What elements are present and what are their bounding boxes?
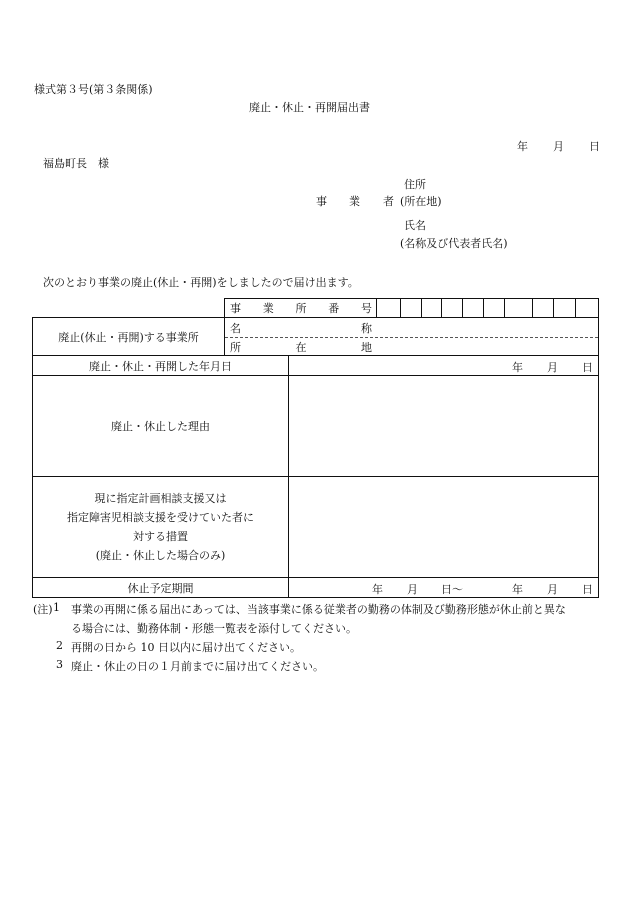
applicant-label-2: 業 [349,195,360,208]
office-location-label [230,338,372,355]
char: 在 [295,340,307,354]
submission-date-day: 日 [589,140,600,153]
char: 名 [230,321,241,335]
table-border [376,298,377,317]
note-line: る場合には、勤務体制・形態一覧表を添付してください。 [71,622,357,635]
period-start-day: 日〜 [441,583,463,596]
note-line: 廃止・休止の日の１月前までに届け出てください。 [71,660,324,673]
note-line: 再開の日から 10 日以内に届け出てください。 [71,641,301,654]
note-line: 事業の再開に係る届出にあっては、当該事業に係る従業者の勤務の体制及び勤務形態が休止前と異な [71,603,566,616]
office-label: 廃止(休止・再開)する事業所 [58,330,199,344]
submission-date-year: 年 [517,140,528,153]
address-sub-label: (所在地) [400,195,442,208]
period-label: 休止予定期間 [127,581,194,595]
office-number-label [230,299,372,316]
table-border [288,355,289,598]
note-number: 1 [53,601,60,614]
reason-label: 廃止・休止した理由 [111,420,210,433]
period-end-day: 日 [582,583,593,596]
intro-text: 次のとおり事業の廃止(休止・再開)をしましたので届け出ます。 [43,276,359,289]
table-border [504,298,505,317]
note-number: 2 [56,639,63,652]
document-title: 廃止・休止・再開届出書 [249,101,370,114]
table-border [483,298,484,317]
name-label: 氏名 [404,219,426,232]
table-border [400,298,401,317]
date-row-month: 月 [547,361,558,374]
table-border [553,298,554,317]
char: 称 [361,321,372,335]
table-border [598,298,599,598]
office-name-label [230,318,372,337]
notes-prefix: (注) [33,603,53,616]
form-reference: 様式第３号(第３条関係) [34,83,153,96]
char: 事 [230,301,241,315]
measures-line: 指定障害児相談支援を受けていた者に [67,511,254,524]
table-border [224,298,225,355]
addressee: 福島町長 様 [43,157,109,170]
measures-line: (廃止・休止した場合のみ) [95,549,226,562]
table-border [462,298,463,317]
applicant-label-3: 者 [383,195,394,208]
table-border [441,298,442,317]
measures-line: 現に指定計画相談支援又は [94,492,227,505]
note-number: 3 [56,658,63,671]
char: 所 [230,340,241,354]
period-end-month: 月 [547,583,558,596]
measures-line: 対する措置 [133,530,188,543]
period-end-year: 年 [512,583,523,596]
period-start-year: 年 [372,583,383,596]
table-border [532,298,533,317]
date-row-day: 日 [582,361,593,374]
table-border [32,597,599,598]
period-start-month: 月 [407,583,418,596]
table-border [575,298,576,317]
char: 番 [328,301,340,315]
date-row-label: 廃止・休止・再開した年月日 [89,359,232,373]
table-border [421,298,422,317]
char: 所 [295,301,307,315]
char: 地 [361,340,372,354]
address-label: 住所 [404,178,426,191]
applicant-label-1: 事 [316,195,327,208]
char: 業 [262,301,274,315]
measures-label [33,477,288,577]
submission-date-month: 月 [553,140,564,153]
char: 号 [361,301,372,315]
name-sub-label: (名称及び代表者氏名) [400,237,508,250]
date-row-year: 年 [512,361,523,374]
